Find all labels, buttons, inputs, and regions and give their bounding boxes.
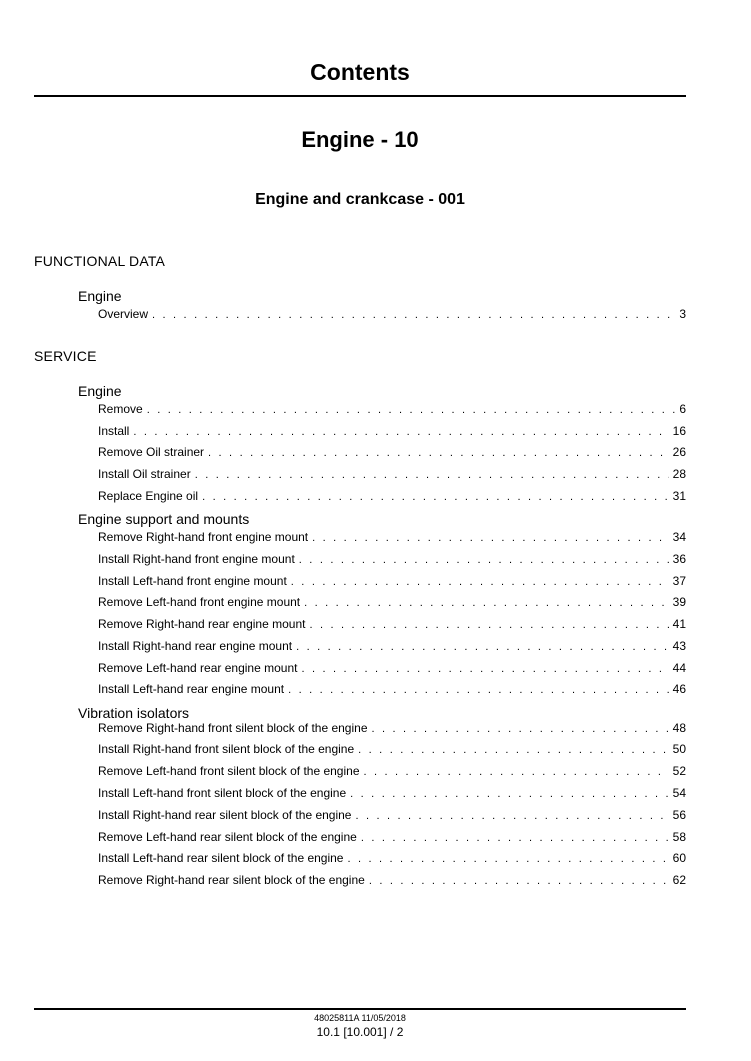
toc-entry-page: 26 [672,445,686,459]
toc-entry-label: Install [98,424,130,438]
toc-entry[interactable] [98,401,686,417]
toc-leader-dots [291,574,669,590]
toc-entry[interactable] [98,807,686,823]
toc-entry-label: Install Left-hand front silent block of the engine [98,786,347,800]
toc-entry[interactable] [98,306,686,322]
toc-entry-page: 46 [672,682,686,696]
toc-entry[interactable] [98,785,686,801]
toc-entry-page: 62 [672,873,686,887]
toc-leader-dots [301,661,668,677]
toc-leader-dots [347,851,668,867]
toc-entry[interactable] [98,444,686,460]
group-heading-vibration-isolators: Vibration isolators [78,705,190,721]
toc-entry-page: 50 [672,742,686,756]
toc-entry-label: Install Right-hand front engine mount [98,552,295,566]
toc-leader-dots [296,639,669,655]
header-rule [34,95,686,97]
toc-entry-label: Replace Engine oil [98,489,199,503]
toc-entry-label: Remove Left-hand front engine mount [98,595,301,609]
group-heading-engine: Engine [78,383,122,399]
toc-entry-page: 16 [672,424,686,438]
toc-entry[interactable] [98,829,686,845]
toc-entry-page: 48 [672,721,686,735]
toc-entry-label: Remove Right-hand rear engine mount [98,617,306,631]
toc-entry[interactable] [98,551,686,567]
footer-page-number: 10.1 [10.001] / 2 [316,1025,404,1039]
toc-entry-page: 54 [672,786,686,800]
toc-entry[interactable] [98,573,686,589]
toc-entry-page: 43 [672,639,686,653]
toc-leader-dots [355,808,668,824]
toc-entry-label: Remove Left-hand rear silent block of the engine [98,830,357,844]
toc-leader-dots [299,552,669,568]
toc-entry-page: 56 [672,808,686,822]
toc-entry-page: 34 [672,530,686,544]
toc-leader-dots [288,682,669,698]
toc-entry-label: Remove Right-hand front engine mount [98,530,309,544]
toc-entry-page: 60 [672,851,686,865]
toc-leader-dots [361,830,669,846]
toc-leader-dots [309,617,668,633]
category-service: SERVICE [34,348,97,364]
toc-entry-label: Remove Left-hand rear engine mount [98,661,298,675]
toc-leader-dots [133,424,668,440]
category-functional-data: FUNCTIONAL DATA [34,253,166,269]
footer-document-code: 48025811A 11/05/2018 [314,1013,406,1023]
toc-entry-label: Install Left-hand rear engine mount [98,682,285,696]
toc-leader-dots [304,595,669,611]
toc-entry-page: 31 [672,489,686,503]
toc-entry-page: 28 [672,467,686,481]
toc-leader-dots [195,467,669,483]
toc-entry-page: 3 [679,307,686,321]
toc-leader-dots [364,764,669,780]
toc-entry-label: Remove Right-hand rear silent block of the engine [98,873,365,887]
toc-entry-label: Install Left-hand rear silent block of the engine [98,851,344,865]
toc-entry-page: 39 [672,595,686,609]
section-title: Engine and crankcase - 001 [255,191,465,208]
toc-entry-page: 58 [672,830,686,844]
toc-entry-label: Remove [98,402,143,416]
toc-entry-page: 41 [672,617,686,631]
toc-entry[interactable] [98,529,686,545]
toc-entry-label: Install Left-hand front engine mount [98,574,287,588]
toc-leader-dots [312,530,669,546]
toc-entry-label: Remove Left-hand front silent block of the engine [98,764,360,778]
toc-entry[interactable] [98,872,686,888]
page-title: Contents [310,59,410,85]
group-heading-engine: Engine [78,288,122,304]
toc-entry[interactable] [98,466,686,482]
toc-entry-page: 52 [672,764,686,778]
toc-entry-label: Install Right-hand rear engine mount [98,639,293,653]
toc-leader-dots [208,445,669,461]
toc-leader-dots [369,873,669,889]
toc-leader-dots [372,721,669,737]
toc-entry-label: Remove Oil strainer [98,445,205,459]
toc-entry-page: 44 [672,661,686,675]
toc-entry-label: Remove Right-hand front silent block of the engine [98,721,368,735]
toc-entry[interactable] [98,638,686,654]
toc-entry[interactable] [98,681,686,697]
toc-leader-dots [350,786,668,802]
toc-leader-dots [147,402,676,418]
toc-entry-label: Overview [98,307,149,321]
toc-leader-dots [152,307,675,323]
footer-rule [34,1008,686,1010]
toc-entry[interactable] [98,763,686,779]
toc-entry-label: Install Right-hand rear silent block of the engine [98,808,352,822]
group-heading-engine-support: Engine support and mounts [78,511,250,527]
toc-entry[interactable] [98,616,686,632]
toc-leader-dots [358,742,668,758]
toc-entry-page: 37 [672,574,686,588]
toc-entry-label: Install Oil strainer [98,467,191,481]
toc-entry[interactable] [98,850,686,866]
toc-entry[interactable] [98,423,686,439]
toc-entry[interactable] [98,741,686,757]
toc-entry[interactable] [98,660,686,676]
chapter-title: Engine - 10 [301,127,419,152]
toc-entry-page: 36 [672,552,686,566]
toc-entry[interactable] [98,488,686,504]
toc-entry-page: 6 [679,402,686,416]
toc-entry-label: Install Right-hand front silent block of the engine [98,742,355,756]
toc-entry[interactable] [98,594,686,610]
toc-leader-dots [202,489,669,505]
toc-entry[interactable] [98,720,686,736]
